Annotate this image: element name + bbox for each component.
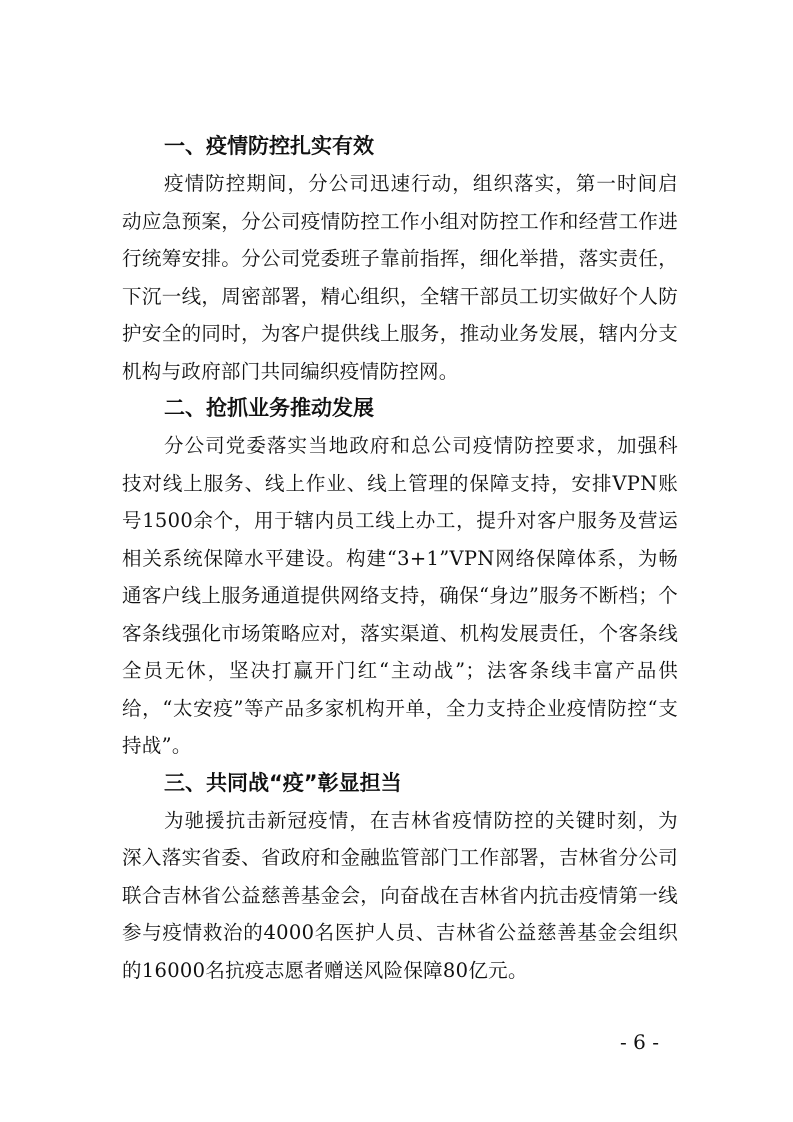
section-paragraph-3: 为驰援抗击新冠疫情，在吉林省疫情防控的关键时刻，为深入落实省委、省政府和金融监管部门工作部署，吉林省分公司联合吉林省公益慈善基金会，向奋战在吉林省内抗击疫情第一线参与疫情救治的4000名医护人员、吉林省公益慈善基金会组织的16000名抗疫志愿者赠送风险保障80亿元。 bbox=[122, 808, 678, 982]
section-heading-2: 二、抢抓业务推动发展 bbox=[164, 396, 374, 420]
section-paragraph-1: 疫情防控期间，分公司迅速行动，组织落实，第一时间启动应急预案，分公司疫情防控工作小组对防控工作和经营工作进行统筹安排。分公司党委班子靠前指挥，细化举措，落实责任，下沉一线，周密部署，精心组织，全辖干部员工切实做好个人防护安全的同时，为客户提供线上服务，推动业务发展，辖内分支机构与政府部门共同编织疫情防控网。 bbox=[122, 172, 678, 383]
document-body bbox=[122, 128, 678, 989]
section-heading-1: 一、疫情防控扎实有效 bbox=[164, 134, 374, 158]
section-paragraph-2: 分公司党委落实当地政府和总公司疫情防控要求，加强科技对线上服务、线上作业、线上管理的保障支持，安排VPN账号1500余个，用于辖内员工线上办工，提升对客户服务及营运相关系统保障水平建设。构建“3+1”VPN网络保障体系，为畅通客户线上服务通道提供网络支持，确保“身边”服务不断档；个客条线强化市场策略应对，落实渠道、机构发展责任，个客条线全员无休，坚决打赢开门红“主动战”；法客条线丰富产品供给，“太安疫”等产品多家机构开单，全力支持企业疫情防控“支持战”。 bbox=[122, 434, 678, 757]
section-heading-3: 三、共同战“疫”彰显担当 bbox=[164, 770, 402, 795]
page-number: - 6 - bbox=[620, 1030, 659, 1054]
